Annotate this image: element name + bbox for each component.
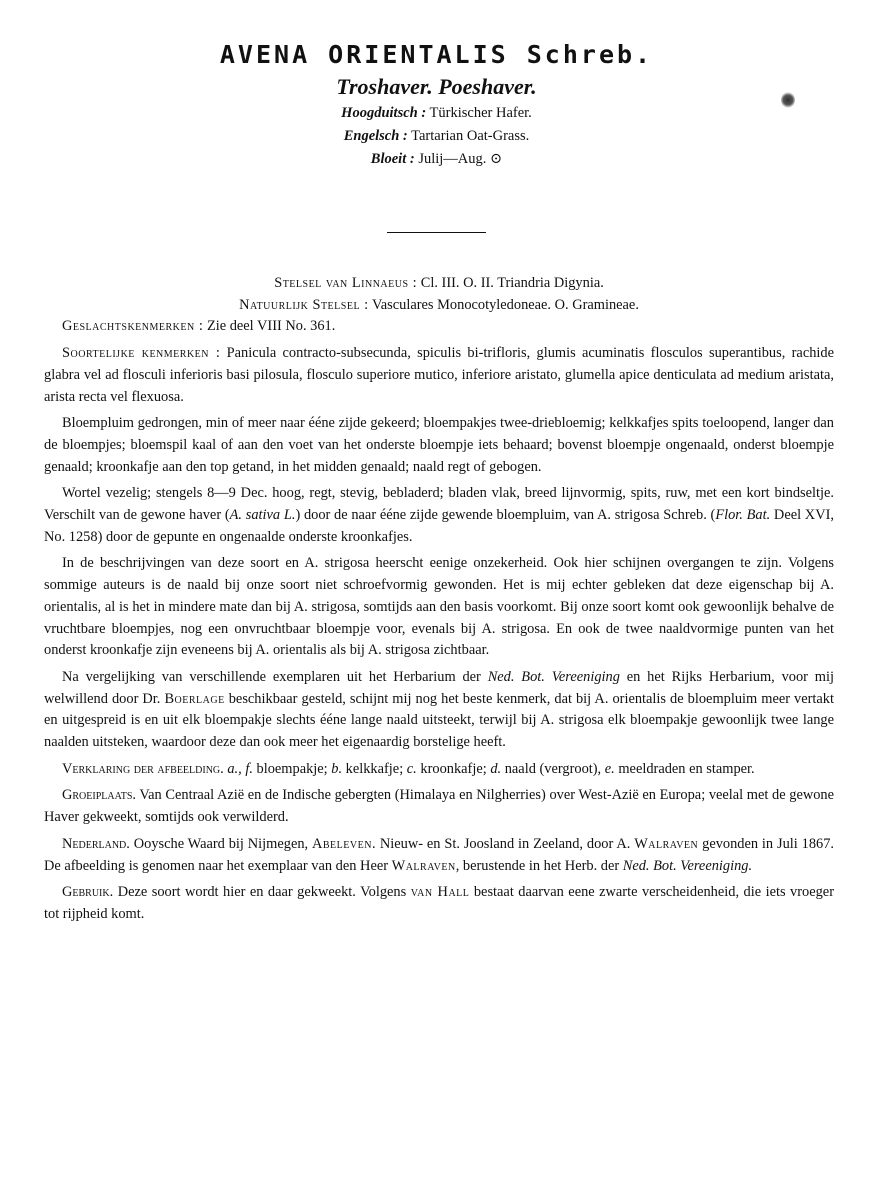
genus-label: Geslachtskenmerken :	[62, 318, 204, 335]
figure-letter: b.	[331, 760, 343, 777]
page-header	[0, 38, 873, 171]
text-run: Na vergelijking van verschillende exemplaren uit het Herbarium der	[62, 668, 488, 685]
section-label: Verklaring der afbeelding.	[62, 760, 224, 777]
text-run: Nieuw- en St. Joosland in Zeeland, door A.	[376, 835, 635, 852]
uncertainty-paragraph: In de beschrijvingen van deze soort en A. strigosa heerscht eenige onzekerheid. Ook hier schijnen overgangen te zijn. Volgens sommige auteurs is de naald bij onze soort niet schroefvormig gewonden. Het is mij echter gebleken dat deze eigenschap bij A. orientalis, al is het in mindere mate dan bij A. strigosa, somtijds aan den basis voorkomt. Bij onze soort komt ook gewoonlijk behalve de vruchtbare bloempjes, nog een onvruchtbaar bloempje voor, evenals bij A. strigosa. En ook de twee naaldvormige punten van het onderst kroonkafje zijn eveneens bij A. orientalis als bij A. strigosa zichtbaar.	[44, 555, 834, 659]
text-run: kelkkafje;	[342, 760, 407, 777]
figure-letter: d.	[490, 760, 502, 777]
meta-english	[0, 125, 873, 148]
meta-bloom	[0, 148, 873, 171]
habitat-paragraph	[44, 785, 834, 828]
italic-run: Flor. Bat.	[715, 507, 771, 524]
italic-run: A. sativa L.	[229, 507, 296, 524]
meta-value: Julij—Aug. ⊙	[418, 151, 503, 167]
text-run: naald (vergroot),	[501, 760, 605, 777]
person-name: Walraven	[634, 835, 699, 852]
species-characters-text: Panicula contracto-subsecunda, spiculis bi-trifloris, glumis acuminatis flosculos superantibus, rachide glabra vel ad flosculi inferioris basi pilosula, flosculo superiore mutico, inferiore aristato, glumella apice denticulata ad medium aristata, arista recta vel flexuosa.	[44, 345, 834, 405]
meta-value: Tartarian Oat-Grass.	[411, 128, 530, 144]
person-name: Abeleven.	[312, 835, 377, 852]
meta-label: Bloeit :	[370, 151, 415, 167]
genus-value: Zie deel VIII No. 361.	[206, 318, 336, 335]
natural-system-label: Natuurlijk Stelsel :	[239, 296, 369, 313]
text-run: kroonkafje;	[416, 760, 491, 777]
genus-line	[44, 316, 834, 338]
figure-explanation-paragraph	[44, 759, 834, 781]
linnaeus-label: Stelsel van Linnaeus :	[274, 275, 418, 291]
figure-letter: a., f.	[227, 760, 253, 777]
meta-label: Engelsch :	[343, 128, 408, 144]
italic-run: Ned. Bot. Vereeniging	[487, 668, 620, 685]
natural-system-line	[44, 295, 834, 317]
meta-label: Hoogduitsch :	[341, 105, 427, 121]
text-run: Ooysche Waard bij Nijmegen,	[129, 835, 312, 852]
text-run: ) door de naar ééne zijde gewende bloempluim, van A. strigosa Schreb. (	[295, 507, 716, 524]
meta-german	[0, 102, 873, 125]
text-run: beschikbaar gesteld, schijnt mij nog het beste kenmerk, dat bij A. orientalis de bloempluim meer vertakt en uitgespreid is en uit elk bloempakje slechts ééne lange naald uitsteekt, terwijl bij A. strigosa elk bloempakje gewoonlijk twee lange naalden uitsteken, waardoor deze dan ook meer het eigenaardig borstelige heeft.	[44, 690, 835, 751]
use-paragraph	[44, 882, 834, 925]
italic-run: Ned. Bot. Vereeniging.	[622, 857, 753, 874]
section-label: Groeiplaats.	[62, 787, 136, 804]
person-name: Walraven	[391, 857, 456, 874]
text-run: meeldraden en stamper.	[614, 760, 755, 777]
root-stem-paragraph	[44, 483, 834, 548]
text-run: bestaat daarvan eene zwarte verscheidenheid, die iets vroeger tot rijpheid komt.	[44, 884, 834, 922]
text-run: Deel XVI, No. 1258) door de gepunte en ongenaalde onderste kroonkafjes.	[44, 507, 834, 545]
linnaeus-value: Cl. III. O. II. Triandria Digynia.	[420, 275, 604, 291]
person-name: Boerlage	[164, 690, 225, 707]
section-label: Nederland.	[62, 835, 130, 852]
comparison-paragraph	[44, 667, 834, 754]
figure-letter: c.	[406, 760, 417, 777]
document-body	[44, 273, 834, 931]
common-names: Troshaver. Poeshaver.	[336, 74, 537, 99]
text-run: en het Rijks Herbarium, voor mij welwillend door Dr.	[44, 668, 834, 707]
text-run: bloempakje;	[252, 760, 332, 777]
figure-letter: e.	[604, 760, 615, 777]
species-characters-paragraph	[44, 343, 834, 408]
text-run: Wortel vezelig; stengels 8—9 Dec. hoog, regt, stevig, bebladerd; bladen vlak, breed lijnvormig, spits, ruw, met een kort bindseltje. Verschilt van de gewone haver (	[44, 485, 834, 524]
section-label: Gebruik.	[62, 884, 114, 901]
linnaeus-line	[44, 273, 834, 295]
text-run: gevonden in Juli 1867. De afbeelding is genomen naar het exemplaar van den Heer	[44, 835, 835, 874]
text-run: Van Centraal Azië en de Indische gebergten (Himalaya en Nilgherries) over West-Azië en Europa; veelal met de gewone Haver gekweekt, somtijds ook verwilderd.	[44, 787, 834, 826]
header-divider	[387, 232, 486, 233]
netherlands-paragraph	[44, 834, 834, 877]
description-paragraph: Bloempluim gedrongen, min of meer naar ééne zijde gekeerd; bloempakjes twee-driebloemig; kelkkafjes spits toeloopend, langer dan de bloempjes; bloemspil kaal of aan den voet van het onderste bloempje iets behaard; bovenst bloempje ongenaald, onderst bloempje genaald; kroonkafje aan den top getand, in het midden genaald; naald regt of gebogen.	[44, 415, 834, 475]
species-characters-label: Soortelijke kenmerken :	[62, 345, 221, 362]
natural-system-value: Vasculares Monocotyledoneae. O. Gramineae.	[372, 296, 639, 313]
species-title: AVENA ORIENTALIS Schreb.	[219, 40, 654, 69]
text-run: , berustende in het Herb. der	[455, 857, 623, 874]
text-run: Deze soort wordt hier en daar gekweekt. Volgens	[113, 884, 411, 901]
meta-value: Türkischer Hafer.	[429, 105, 532, 121]
person-name: van Hall	[410, 884, 470, 901]
